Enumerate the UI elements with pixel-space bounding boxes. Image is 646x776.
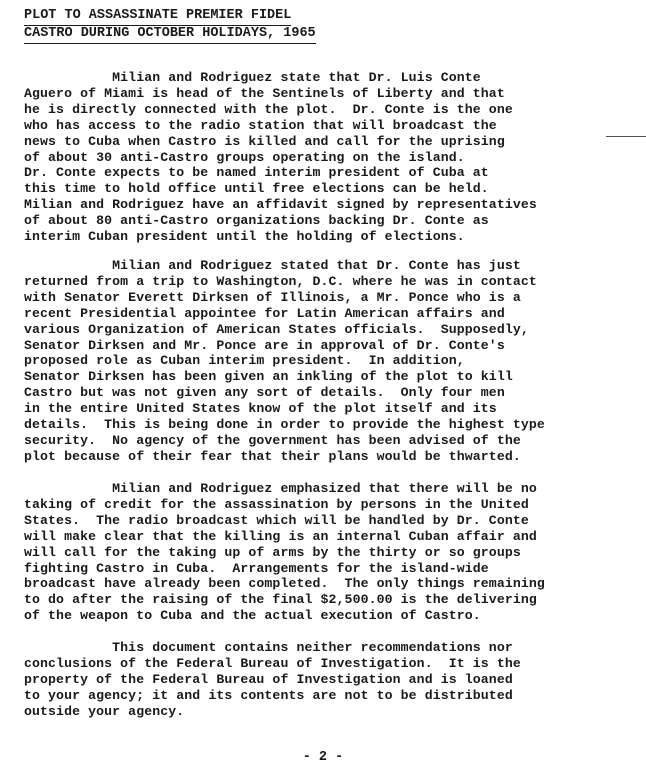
paragraph-line: details. This is being done in order to provide the highest type [24,417,545,433]
paragraph-washington-trip [24,258,644,465]
paragraph-fbi-disclaimer [24,640,644,720]
paragraph-line: Milian and Rodriguez state that Dr. Luis Conte [24,70,481,85]
paragraph-line: in the entire United States know of the plot itself and its [24,401,497,417]
paragraph-line: plot because of their fear that their plans would be thwarted. [24,448,521,464]
paragraph-line: to your agency; it and its contents are not to be distributed [24,687,513,703]
paragraph-line: who has access to the radio station that will broadcast the [24,117,497,133]
paragraph-line: interim Cuban president until the holding of elections. [24,229,465,245]
paragraph-line: will call for the taking up of arms by the thirty or so groups [24,544,521,560]
paragraph-line: This document contains neither recommendations nor [24,640,513,655]
paragraph-line: Senator Dirksen has been given an inkling of the plot to kill [24,369,513,385]
heading-line-1: PLOT TO ASSASSINATE PREMIER FIDEL [24,8,291,26]
paragraph-line: Milian and Rodriguez emphasized that there will be no [24,481,537,496]
paragraph-no-credit [24,481,644,624]
paragraph-line: various Organization of American States officials. Supposedly, [24,321,529,337]
heading-line-2: CASTRO DURING OCTOBER HOLIDAYS, 1965 [24,26,316,44]
paragraph-line: recent Presidential appointee for Latin American affairs and [24,305,505,321]
paragraph-line: broadcast have already been completed. The only things remaining [24,576,545,592]
paragraph-line: Aguero of Miami is head of the Sentinels of Liberty and that [24,85,505,101]
paragraph-line: security. No agency of the government has been advised of the [24,432,521,448]
paragraph-line: conclusions of the Federal Bureau of Investigation. It is the [24,655,521,671]
page-number: - 2 - [302,750,344,765]
paragraph-line: news to Cuba when Castro is killed and call for the uprising [24,133,505,149]
paragraph-line: taking of credit for the assassination by persons in the United [24,496,529,512]
paragraph-line: proposed role as Cuban interim president. In addition, [24,353,465,369]
paragraph-line: States. The radio broadcast which will be handled by Dr. Conte [24,512,529,528]
paragraph-line: of about 30 anti-Castro groups operating on the island. [24,149,465,165]
paragraph-line: fighting Castro in Cuba. Arrangements for the island-wide [24,560,489,576]
paragraph-line: Milian and Rodriguez have an affidavit signed by representatives [24,197,537,213]
document-heading [24,8,316,44]
paragraph-line: this time to hold office until free elections can be held. [24,181,489,197]
paragraph-line: of the weapon to Cuba and the actual execution of Castro. [24,608,481,624]
paragraph-line: outside your agency. [24,703,185,719]
paragraph-line: Castro but was not given any sort of details. Only four men [24,385,505,401]
paragraph-line: Senator Dirksen and Mr. Ponce are in approval of Dr. Conte's [24,337,505,353]
scan-edge-mark [606,136,646,137]
paragraph-line: property of the Federal Bureau of Investigation and is loaned [24,671,513,687]
paragraph-line: will make clear that the killing is an internal Cuban affair and [24,528,537,544]
paragraph-line: Milian and Rodriguez stated that Dr. Conte has just [24,258,521,273]
paragraph-line: he is directly connected with the plot. Dr. Conte is the one [24,101,513,117]
paragraph-line: with Senator Everett Dirksen of Illinois, a Mr. Ponce who is a [24,289,521,305]
paragraph-line: Dr. Conte expects to be named interim president of Cuba at [24,165,489,181]
paragraph-line: returned from a trip to Washington, D.C. where he was in contact [24,273,537,289]
paragraph-line: to do after the raising of the final $2,500.00 is the delivering [24,592,537,608]
paragraph-conte-sentinels [24,70,644,245]
paragraph-line: of about 80 anti-Castro organizations backing Dr. Conte as [24,213,489,229]
